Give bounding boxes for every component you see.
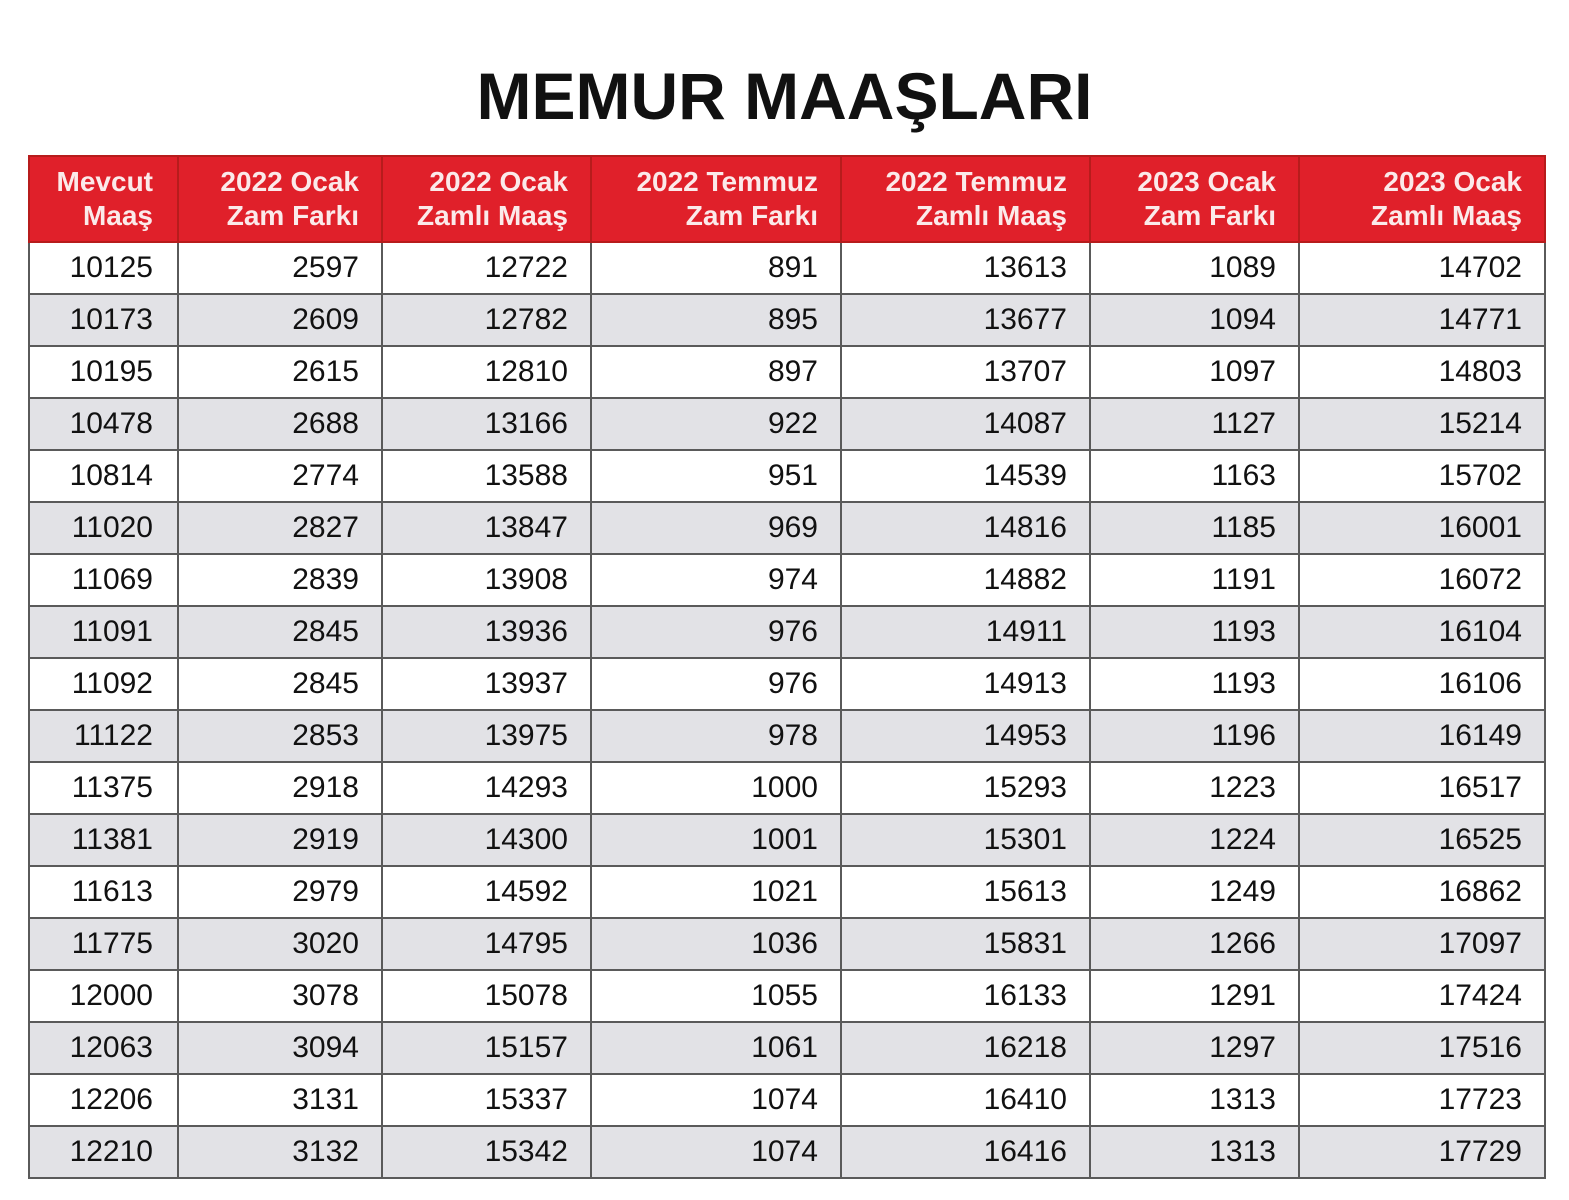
table-cell: 14913 — [841, 658, 1090, 710]
table-cell: 17723 — [1299, 1074, 1545, 1126]
table-cell: 13847 — [382, 502, 591, 554]
table-cell: 1223 — [1090, 762, 1299, 814]
table-cell: 3020 — [178, 918, 382, 970]
table-cell: 1313 — [1090, 1074, 1299, 1126]
table-row — [29, 918, 1545, 970]
table-cell: 1089 — [1090, 242, 1299, 294]
table-cell: 922 — [591, 398, 841, 450]
table-cell: 14771 — [1299, 294, 1545, 346]
table-cell: 11375 — [29, 762, 178, 814]
table-cell: 897 — [591, 346, 841, 398]
table-cell: 13975 — [382, 710, 591, 762]
table-cell: 10478 — [29, 398, 178, 450]
table-cell: 11775 — [29, 918, 178, 970]
table-cell: 1000 — [591, 762, 841, 814]
table-cell: 14816 — [841, 502, 1090, 554]
table-cell: 2845 — [178, 606, 382, 658]
table-cell: 16218 — [841, 1022, 1090, 1074]
table-cell: 976 — [591, 658, 841, 710]
table-row — [29, 450, 1545, 502]
table-cell: 2853 — [178, 710, 382, 762]
table-cell: 1291 — [1090, 970, 1299, 1022]
table-cell: 17516 — [1299, 1022, 1545, 1074]
table-cell: 10125 — [29, 242, 178, 294]
table-cell: 1193 — [1090, 658, 1299, 710]
table-cell: 2827 — [178, 502, 382, 554]
table-cell: 1297 — [1090, 1022, 1299, 1074]
table-cell: 11091 — [29, 606, 178, 658]
table-cell: 2688 — [178, 398, 382, 450]
table-cell: 13908 — [382, 554, 591, 606]
header-row — [29, 156, 1545, 242]
table-cell: 16104 — [1299, 606, 1545, 658]
table-cell: 15831 — [841, 918, 1090, 970]
table-cell: 891 — [591, 242, 841, 294]
table-cell: 16001 — [1299, 502, 1545, 554]
table-cell: 16416 — [841, 1126, 1090, 1178]
table-cell: 14911 — [841, 606, 1090, 658]
table-body — [29, 242, 1545, 1178]
table-row — [29, 294, 1545, 346]
table-cell: 13937 — [382, 658, 591, 710]
table-cell: 11381 — [29, 814, 178, 866]
table-row — [29, 970, 1545, 1022]
table-cell: 14293 — [382, 762, 591, 814]
table-row — [29, 554, 1545, 606]
table-cell: 13166 — [382, 398, 591, 450]
table-cell: 15078 — [382, 970, 591, 1022]
table-cell: 16525 — [1299, 814, 1545, 866]
table-cell: 11069 — [29, 554, 178, 606]
table-cell: 1061 — [591, 1022, 841, 1074]
table-cell: 17097 — [1299, 918, 1545, 970]
table-cell: 11020 — [29, 502, 178, 554]
table-row — [29, 1022, 1545, 1074]
column-header: 2022 Temmuz Zamlı Maaş — [841, 156, 1090, 242]
column-header: 2022 Ocak Zamlı Maaş — [382, 156, 591, 242]
table-cell: 1036 — [591, 918, 841, 970]
table-cell: 2979 — [178, 866, 382, 918]
table-cell: 12782 — [382, 294, 591, 346]
table-cell: 15337 — [382, 1074, 591, 1126]
table-cell: 1094 — [1090, 294, 1299, 346]
table-cell: 3131 — [178, 1074, 382, 1126]
table-cell: 14953 — [841, 710, 1090, 762]
table-cell: 1021 — [591, 866, 841, 918]
column-header: 2022 Temmuz Zam Farkı — [591, 156, 841, 242]
table-cell: 13613 — [841, 242, 1090, 294]
table-cell: 11613 — [29, 866, 178, 918]
column-header: Mevcut Maaş — [29, 156, 178, 242]
table-cell: 1313 — [1090, 1126, 1299, 1178]
table-row — [29, 242, 1545, 294]
table-cell: 2609 — [178, 294, 382, 346]
table-cell: 12210 — [29, 1126, 178, 1178]
table-cell: 12000 — [29, 970, 178, 1022]
table-cell: 11092 — [29, 658, 178, 710]
table-cell: 14702 — [1299, 242, 1545, 294]
table-cell: 14592 — [382, 866, 591, 918]
table-cell: 1193 — [1090, 606, 1299, 658]
table-row — [29, 502, 1545, 554]
table-cell: 2845 — [178, 658, 382, 710]
table-cell: 12722 — [382, 242, 591, 294]
table-cell: 15157 — [382, 1022, 591, 1074]
table-cell: 1074 — [591, 1074, 841, 1126]
table-row — [29, 658, 1545, 710]
table-cell: 969 — [591, 502, 841, 554]
table-cell: 14795 — [382, 918, 591, 970]
table-cell: 1127 — [1090, 398, 1299, 450]
salary-table — [28, 155, 1546, 1179]
table-cell: 15342 — [382, 1126, 591, 1178]
table-cell: 978 — [591, 710, 841, 762]
table-cell: 1055 — [591, 970, 841, 1022]
table-cell: 895 — [591, 294, 841, 346]
table-cell: 12206 — [29, 1074, 178, 1126]
table-cell: 976 — [591, 606, 841, 658]
table-cell: 2615 — [178, 346, 382, 398]
column-header: 2022 Ocak Zam Farkı — [178, 156, 382, 242]
table-cell: 16410 — [841, 1074, 1090, 1126]
table-row — [29, 866, 1545, 918]
table-cell: 14882 — [841, 554, 1090, 606]
table-cell: 2918 — [178, 762, 382, 814]
table-header — [29, 156, 1545, 242]
table-cell: 14300 — [382, 814, 591, 866]
table-row — [29, 1126, 1545, 1178]
table-row — [29, 762, 1545, 814]
table-cell: 1001 — [591, 814, 841, 866]
table-cell: 16149 — [1299, 710, 1545, 762]
table-cell: 14803 — [1299, 346, 1545, 398]
table-cell: 3094 — [178, 1022, 382, 1074]
table-cell: 15293 — [841, 762, 1090, 814]
table-cell: 1097 — [1090, 346, 1299, 398]
table-cell: 2774 — [178, 450, 382, 502]
table-cell: 15301 — [841, 814, 1090, 866]
column-header: 2023 Ocak Zam Farkı — [1090, 156, 1299, 242]
table-cell: 10173 — [29, 294, 178, 346]
table-cell: 17424 — [1299, 970, 1545, 1022]
table-row — [29, 398, 1545, 450]
table-cell: 1074 — [591, 1126, 841, 1178]
table-cell: 1266 — [1090, 918, 1299, 970]
table-row — [29, 710, 1545, 762]
table-cell: 1224 — [1090, 814, 1299, 866]
table-cell: 12810 — [382, 346, 591, 398]
table-cell: 2839 — [178, 554, 382, 606]
table-cell: 10195 — [29, 346, 178, 398]
table-cell: 13707 — [841, 346, 1090, 398]
table-cell: 2919 — [178, 814, 382, 866]
table-cell: 15613 — [841, 866, 1090, 918]
table-row — [29, 606, 1545, 658]
table-cell: 17729 — [1299, 1126, 1545, 1178]
table-cell: 1191 — [1090, 554, 1299, 606]
table-row — [29, 1074, 1545, 1126]
table-cell: 10814 — [29, 450, 178, 502]
table-cell: 13936 — [382, 606, 591, 658]
table-cell: 974 — [591, 554, 841, 606]
table-cell: 1196 — [1090, 710, 1299, 762]
table-cell: 1163 — [1090, 450, 1299, 502]
table-row — [29, 814, 1545, 866]
table-cell: 12063 — [29, 1022, 178, 1074]
table-cell: 951 — [591, 450, 841, 502]
table-cell: 14087 — [841, 398, 1090, 450]
table-cell: 15214 — [1299, 398, 1545, 450]
table-cell: 16862 — [1299, 866, 1545, 918]
table-row — [29, 346, 1545, 398]
table-cell: 13588 — [382, 450, 591, 502]
table-cell: 1249 — [1090, 866, 1299, 918]
table-cell: 3132 — [178, 1126, 382, 1178]
table-cell: 3078 — [178, 970, 382, 1022]
table-cell: 16133 — [841, 970, 1090, 1022]
column-header: 2023 Ocak Zamlı Maaş — [1299, 156, 1545, 242]
table-cell: 14539 — [841, 450, 1090, 502]
table-cell: 11122 — [29, 710, 178, 762]
table-cell: 15702 — [1299, 450, 1545, 502]
table-cell: 2597 — [178, 242, 382, 294]
table-cell: 16517 — [1299, 762, 1545, 814]
table-cell: 1185 — [1090, 502, 1299, 554]
table-cell: 16072 — [1299, 554, 1545, 606]
table-cell: 13677 — [841, 294, 1090, 346]
page-title: MEMUR MAAŞLARI — [476, 59, 1093, 133]
table-cell: 16106 — [1299, 658, 1545, 710]
